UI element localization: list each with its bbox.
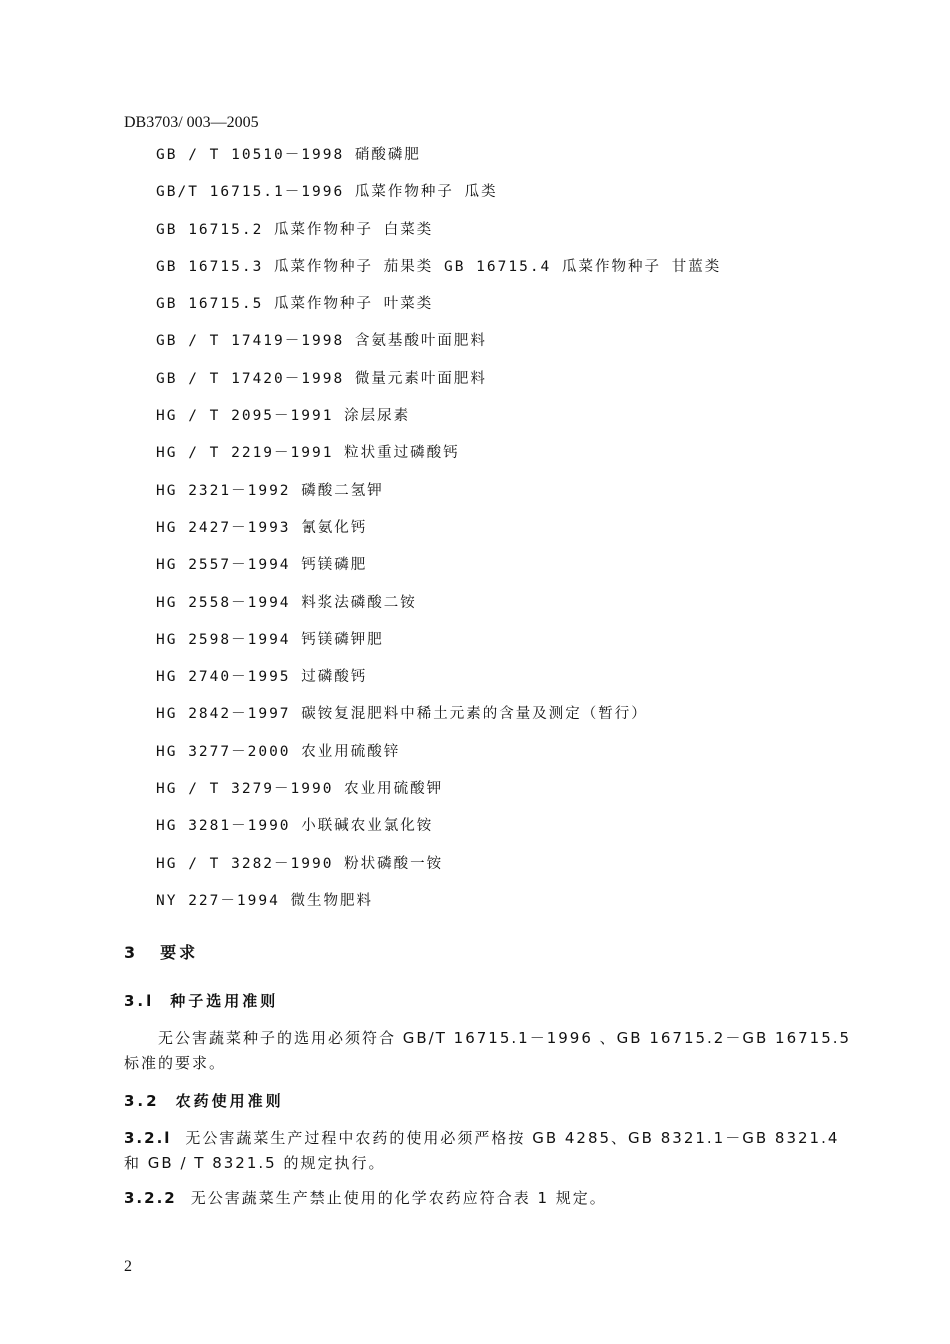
page-number: 2 (124, 1258, 132, 1275)
reference-item: GB / T 10510－1998 硝酸磷肥 (156, 147, 421, 163)
reference-item: HG / T 3282－1990 粉状磷酸一铵 (156, 855, 444, 872)
clause-number: 3.2.l (124, 1129, 172, 1147)
section-3-1-paragraph: 无公害蔬菜种子的选用必须符合 GB/T 16715.1－1996 、GB 16715.2－GB 16715.5 标准的要求。 (124, 1029, 852, 1072)
section-number: 3.2 (124, 1092, 160, 1110)
reference-item: GB 16715.3 瓜菜作物种子 茄果类 GB 16715.4 瓜菜作物种子 甘蓝类 (156, 258, 722, 275)
section-3-1-heading (124, 990, 278, 1011)
section-title: 要求 (160, 943, 199, 962)
reference-item: HG 2557－1994 钙镁磷肥 (156, 557, 368, 574)
reference-item: GB / T 17420－1998 微量元素叶面肥料 (156, 370, 487, 387)
clause-number: 3.2.2 (124, 1189, 177, 1207)
reference-item: HG 3281－1990 小联碱农业氯化铵 (156, 818, 434, 835)
section-3-2-2-paragraph (124, 1186, 859, 1211)
reference-item: HG 2558－1994 料浆法磷酸二铵 (156, 594, 417, 611)
reference-item: NY 227－1994 微生物肥料 (156, 892, 374, 909)
reference-item: HG / T 2219－1991 粒状重过磷酸钙 (156, 445, 460, 462)
section-3-heading (124, 940, 198, 963)
reference-item: GB/T 16715.1－1996 瓜菜作物种子 瓜类 (156, 184, 498, 201)
section-number: 3 (124, 943, 139, 962)
reference-item: HG 2321－1992 磷酸二氢钾 (156, 482, 384, 499)
clause-text: 无公害蔬菜生产过程中农药的使用必须严格按 GB 4285、GB 8321.1－GB 8321.4 和 GB / T 8321.5 的规定执行。 (124, 1129, 840, 1172)
reference-item: GB 16715.5 瓜菜作物种子 叶菜类 (156, 296, 434, 313)
section-3-2-heading (124, 1090, 284, 1111)
reference-item: HG 3277－2000 农业用硫酸锌 (156, 743, 401, 760)
section-title: 种子选用准则 (170, 992, 279, 1010)
document-id: DB3703/ 003—2005 (124, 114, 259, 131)
section-number: 3.l (124, 992, 155, 1010)
reference-item: HG 2740－1995 过磷酸钙 (156, 669, 368, 686)
reference-item: HG 2598－1994 钙镁磷钾肥 (156, 631, 384, 648)
reference-item: HG 2427－1993 氰氨化钙 (156, 519, 368, 536)
reference-item: HG / T 2095－1991 涂层尿素 (156, 408, 411, 425)
section-3-2-1-paragraph (124, 1126, 859, 1176)
reference-item: HG / T 3279－1990 农业用硫酸钾 (156, 781, 444, 798)
section-title: 农药使用准则 (175, 1092, 284, 1110)
reference-item: GB / T 17419－1998 含氨基酸叶面肥料 (156, 333, 487, 350)
reference-item: GB 16715.2 瓜菜作物种子 白菜类 (156, 221, 434, 238)
reference-item: HG 2842－1997 碳铵复混肥料中稀土元素的含量及测定（暂行） (156, 706, 648, 723)
clause-text: 无公害蔬菜生产禁止使用的化学农药应符合表 1 规定。 (190, 1189, 607, 1207)
normative-references-list (156, 143, 721, 926)
